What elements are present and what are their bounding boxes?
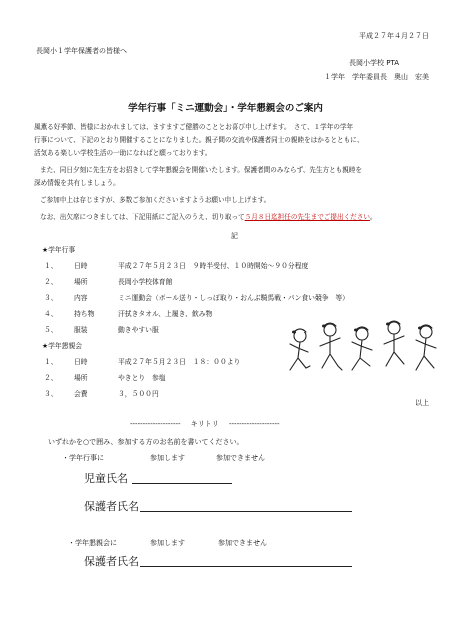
page-title: 学年行事「ミニ運動会」・学年懇親会のご案内 <box>128 103 323 114</box>
body-paragraph-2: また、同日夕刻に先生方をお招きして学年懇親会を開催いたします。保護者間のみならず、先生方とも親睦を <box>40 166 363 174</box>
running-children-illustration <box>286 312 446 392</box>
body-paragraph-1: 風薫る好季節、皆様におかれましては、ますますご健勝のこととお喜び申し上げます。 さて、１学年の学年 <box>34 123 354 131</box>
q2-label: ・学年懇親会に <box>68 539 117 547</box>
body-paragraph-3: ご参加申上は存じますが、多数ご参加くださいますようお願い申し上げます。 <box>40 196 271 204</box>
q2-yes-option[interactable]: 参加します <box>150 539 185 547</box>
deadline-highlight: ５月８日迄担任の先生までご提出ください <box>244 213 370 221</box>
body-paragraph-1c: 活気ある楽しい学校生活の一助になればと願っております。 <box>34 149 212 157</box>
form-instruction: いずれかを○で囲み、参加する方のお名前を書いてください。 <box>48 438 244 446</box>
cut-line: -------------------- キリトリ -------------------- <box>130 420 280 428</box>
parent-name2-field[interactable] <box>140 566 352 567</box>
parent-name2-label: 保護者氏名 <box>84 555 139 568</box>
deadline-lead: なお、出欠席につきましては、下記用紙にご記入のうえ、切り取って <box>40 213 245 221</box>
q2-no-option[interactable]: 参加できません <box>218 539 267 547</box>
ijou-marker: 以上 <box>415 399 429 407</box>
body-paragraph-4 <box>40 211 377 224</box>
sender-person: １学年 学年委員長 奥山 宏美 <box>324 73 429 81</box>
deadline-tail: 。 <box>369 213 377 221</box>
body-paragraph-1b: 行事について、下記のとおり開催することになりました。親子間の交流や保護者同士の親睦をはかるとともに、 <box>34 136 364 144</box>
q1-yes-option[interactable]: 参加します <box>150 454 185 462</box>
event1-heading: ★学年行事 <box>42 246 76 254</box>
parent-name-field[interactable] <box>140 511 352 512</box>
child-name-field[interactable] <box>132 483 232 484</box>
q1-label: ・学年行事に <box>62 454 104 462</box>
body-paragraph-2b: 深め情報を共有しましょう。 <box>34 179 120 187</box>
addressee: 長岡小１学年保護者の皆様へ <box>36 47 127 55</box>
parent-name-label: 保護者氏名 <box>84 500 139 513</box>
sender-org: 長岡小学校 PTA <box>349 59 399 67</box>
event2-heading: ★学年懇親会 <box>42 342 83 350</box>
child-name-label: 児童氏名 <box>84 472 128 485</box>
ki-marker: 記 <box>231 232 238 240</box>
q1-no-option[interactable]: 参加できません <box>216 454 265 462</box>
document-date: 平成２７年４月２７日 <box>359 32 429 40</box>
